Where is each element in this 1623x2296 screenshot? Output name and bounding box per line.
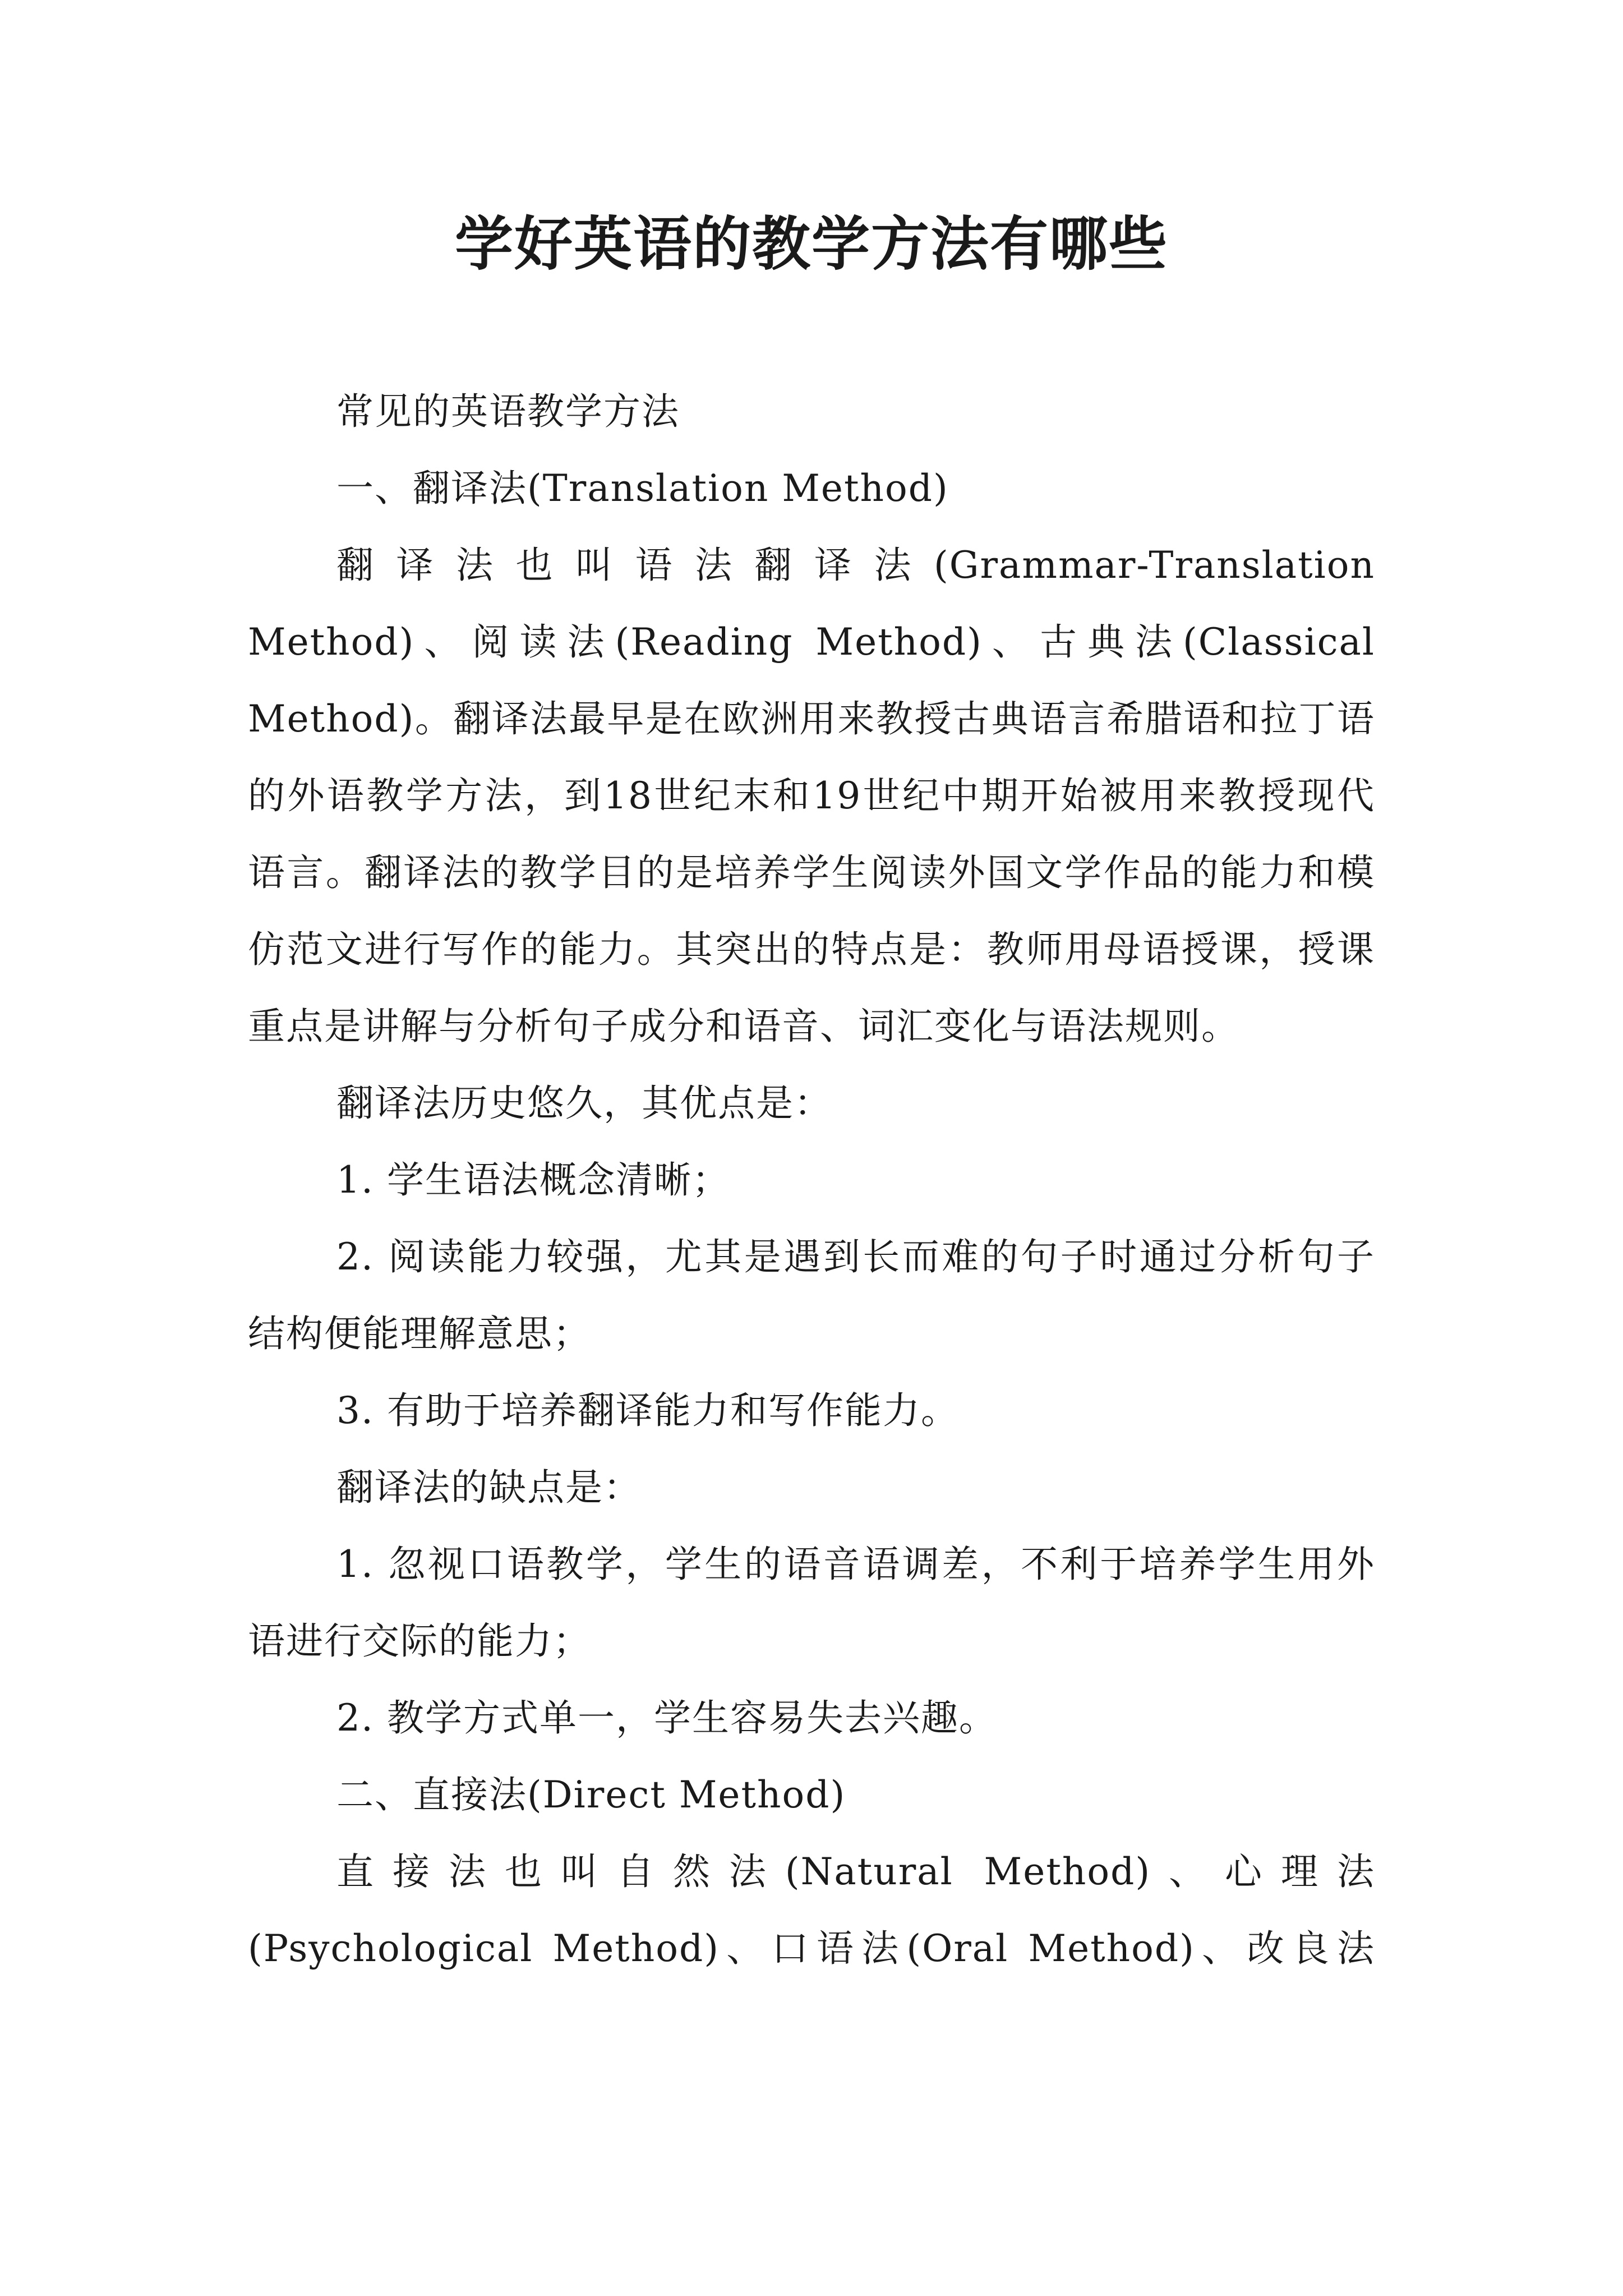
document-body (248, 373, 1375, 1987)
list-item: 2. 教学方式单一，学生容易失去兴趣。 (336, 1696, 997, 1740)
list-item: 2. 阅读能力较强，尤其是遇到长而难的句子时通过分析句子结构便能理解意思； (248, 1235, 1375, 1355)
paragraph: 翻译法历史悠久，其优点是： (336, 1082, 832, 1125)
paragraph: 翻译法也叫语法翻译法(Grammar-Translation Method)、阅读法(Reading Method)、古典法(Classical Method)。翻译法最早是在欧洲用来教授古典语言希腊语和拉丁语的外语教学方法，到18世纪末和19世纪中期开始被用来教授现代语言。翻译法的教学目的是培养学生阅读外国文学作品的能力和模仿范文进行写作的能力。其突出的特点是：教师用母语授课，授课重点是讲解与分析句子成分和语音、词汇变化与语法规则。 (248, 544, 1375, 1048)
list-item: 1. 忽视口语教学，学生的语音语调差，不利于培养学生用外语进行交际的能力； (248, 1543, 1375, 1663)
document-title: 学好英语的教学方法有哪些 (454, 209, 1168, 278)
section-heading: 一、翻译法(Translation Method) (336, 467, 949, 510)
list-item: 1. 学生语法概念清晰； (336, 1158, 730, 1202)
paragraph: 直接法也叫自然法(Natural Method)、心理法(Psychological Method)、口语法(Oral Method)、改良法 (248, 1850, 1375, 1970)
section-heading: 二、直接法(Direct Method) (336, 1773, 846, 1816)
paragraph: 翻译法的缺点是： (336, 1466, 642, 1509)
paragraph: 常见的英语教学方法 (336, 390, 680, 433)
list-item: 3. 有助于培养翻译能力和写作能力。 (336, 1389, 959, 1432)
